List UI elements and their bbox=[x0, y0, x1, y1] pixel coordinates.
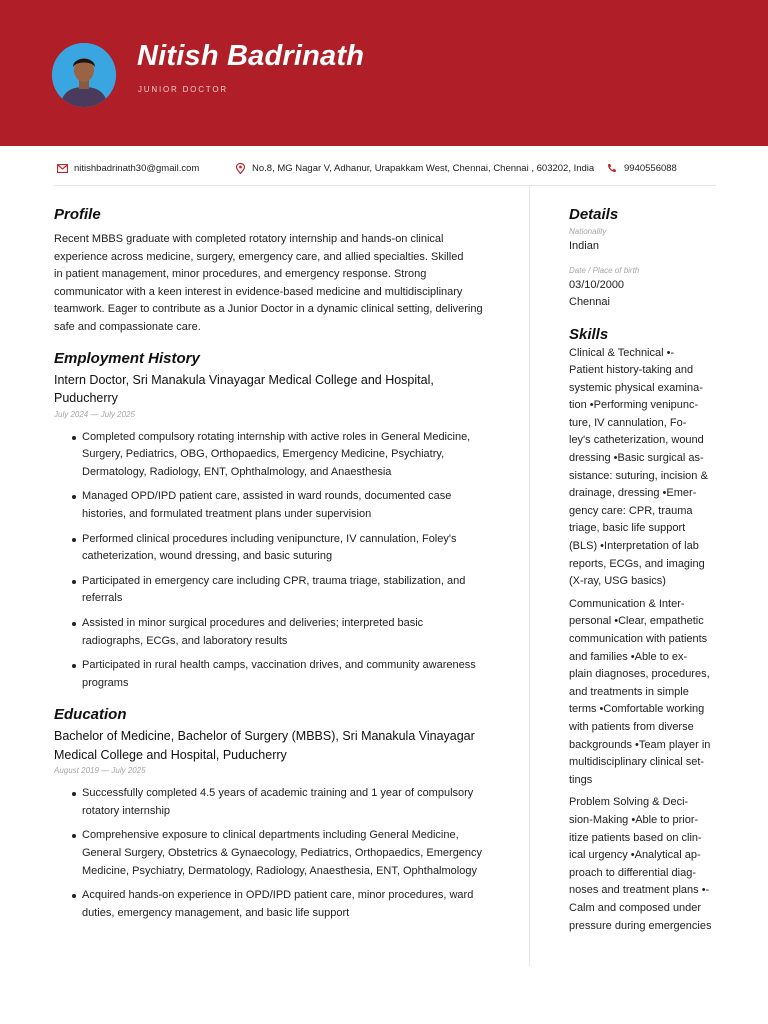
profile-line: safe and compassionate care. bbox=[54, 320, 201, 333]
details-heading: Details bbox=[569, 206, 619, 223]
contact-email[interactable] bbox=[56, 161, 199, 175]
employment-dates: July 2024 — July 2025 bbox=[54, 409, 135, 419]
education-bullets bbox=[54, 785, 494, 922]
profile-line: in patient management, minor procedures, and emergency response. Strong bbox=[54, 268, 427, 281]
list-item: Managed OPD/IPD patient care, assisted in ward rounds, documented case histories, and formulated treatment plans under supervision bbox=[82, 488, 494, 523]
mail-icon bbox=[56, 162, 68, 174]
contact-address bbox=[234, 161, 594, 175]
skill-group: Clinical & Technical •- Patient history-taking and systemic physical examina- tion •Performing venipunc- ture, IV cannulation, Fo- ley's catheterization, wound dressing •Basic surgical as- sistance: suturing, incision & drainage, dressing •Emer- gency care: CPR, trauma triage, basic life support (BLS) •Interpretation of lab reports, ECGs, and imaging (X-ray, USG basics) bbox=[569, 346, 708, 588]
education-dates: August 2019 — July 2025 bbox=[54, 766, 146, 776]
main-column bbox=[54, 206, 494, 929]
list-item: Participated in emergency care including CPR, trauma triage, stabilization, and referrals bbox=[82, 573, 494, 608]
list-item: Performed clinical procedures including venipuncture, IV cannulation, Foley's catheterization, wound dressing, and basic suturing bbox=[82, 531, 494, 566]
employment-section bbox=[54, 350, 494, 693]
column-divider bbox=[529, 186, 530, 966]
skills-section bbox=[569, 326, 719, 936]
phone-icon bbox=[606, 162, 618, 174]
list-item: Comprehensive exposure to clinical departments including General Medicine, General Surgery, Obstetrics & Gynaecology, Pediatrics, Orthopaedics, Emergency Medicine, Psychiatry, Dermatology, Radiology, Anaesthesia, ENT, Ophthalmology bbox=[82, 827, 494, 880]
profile-summary bbox=[54, 231, 494, 337]
list-item: Successfully completed 4.5 years of academic training and 1 year of compulsory rotatory internship bbox=[82, 785, 494, 820]
education-title bbox=[54, 727, 494, 764]
details-section bbox=[569, 206, 719, 312]
nationality-label: Nationality bbox=[569, 227, 607, 236]
list-item: Acquired hands-on experience in OPD/IPD patient care, minor procedures, ward duties, emergency management, and basic life support bbox=[82, 887, 494, 922]
location-pin-icon bbox=[234, 162, 246, 174]
phone-text: 9940556088 bbox=[624, 162, 677, 174]
skills-heading: Skills bbox=[569, 325, 609, 343]
employment-title-line: Intern Doctor, Sri Manakula Vinayagar Medical College and Hospital, bbox=[54, 372, 434, 387]
education-title-line: Bachelor of Medicine, Bachelor of Surgery (MBBS), Sri Manakula Vinayagar bbox=[54, 729, 475, 744]
employment-heading: Employment History bbox=[54, 349, 200, 367]
email-text: nitishbadrinath30@gmail.com bbox=[74, 162, 200, 174]
list-item: Assisted in minor surgical procedures and deliveries; interpreted basic radiographs, ECGs, and laboratory results bbox=[82, 615, 494, 650]
dob-value: 03/10/2000 bbox=[569, 278, 625, 291]
birthplace-value: Chennai bbox=[569, 296, 610, 308]
profile-section bbox=[54, 206, 494, 337]
profile-line: experience across medicine, surgery, emergency care, and allied specialties. Skilled bbox=[54, 250, 464, 263]
address-text: No.8, MG Nagar V, Adhanur, Urapakkam West, Chennai, Chennai , 603202, India bbox=[252, 162, 595, 174]
contact-divider bbox=[54, 185, 716, 186]
candidate-name: Nitish Badrinath bbox=[137, 40, 365, 72]
profile-photo-icon bbox=[52, 43, 116, 107]
profile-line: teamwork. Eager to contribute as a Junior Doctor in a dynamic clinical setting, delivering bbox=[54, 303, 483, 316]
contact-phone[interactable] bbox=[606, 161, 677, 175]
employment-title bbox=[54, 371, 494, 408]
skill-group: Communication & Inter- personal •Clear, empathetic communication with patients and families •Able to ex- plain diagnoses, procedures, and treatments in simple terms •Comfortable working with patients from diverse backgrounds •Team player in multidisciplinary clinical set- tings bbox=[569, 597, 711, 786]
education-heading: Education bbox=[54, 706, 127, 724]
skill-group: Problem Solving & Deci- sion-Making •Able to prior- itize patients based on clin- ical urgency •Analytical ap- proach to differential diag- noses and treatment plans •- Calm and composed under pressure during emergencies bbox=[569, 796, 712, 932]
profile-line: communicator with a keen interest in evidence-based medicine and multidisciplinary bbox=[54, 285, 463, 298]
job-role: JUNIOR DOCTOR bbox=[138, 85, 228, 94]
avatar bbox=[52, 43, 116, 107]
list-item: Participated in rural health camps, vaccination drives, and community awareness programs bbox=[82, 657, 494, 692]
profile-line: Recent MBBS graduate with completed rotatory internship and hands-on clinical bbox=[54, 233, 444, 245]
education-title-line: Medical College and Hospital, Puducherry bbox=[54, 747, 287, 762]
nationality-value: Indian bbox=[569, 240, 599, 252]
employment-bullets bbox=[54, 429, 494, 693]
dob-label: Date / Place of birth bbox=[569, 265, 640, 275]
profile-heading: Profile bbox=[54, 206, 101, 223]
employment-title-line: Puducherry bbox=[54, 391, 118, 406]
header-banner bbox=[0, 0, 768, 146]
education-section bbox=[54, 706, 494, 922]
sidebar-column bbox=[569, 206, 719, 940]
list-item: Completed compulsory rotating internship with active roles in General Medicine, Surgery, Pediatrics, OBG, Orthopaedics, Emergency Medicine, Psychiatry, Dermatology, Radiology, ENT, Ophthalmology, and Anaesthesia bbox=[82, 429, 494, 482]
